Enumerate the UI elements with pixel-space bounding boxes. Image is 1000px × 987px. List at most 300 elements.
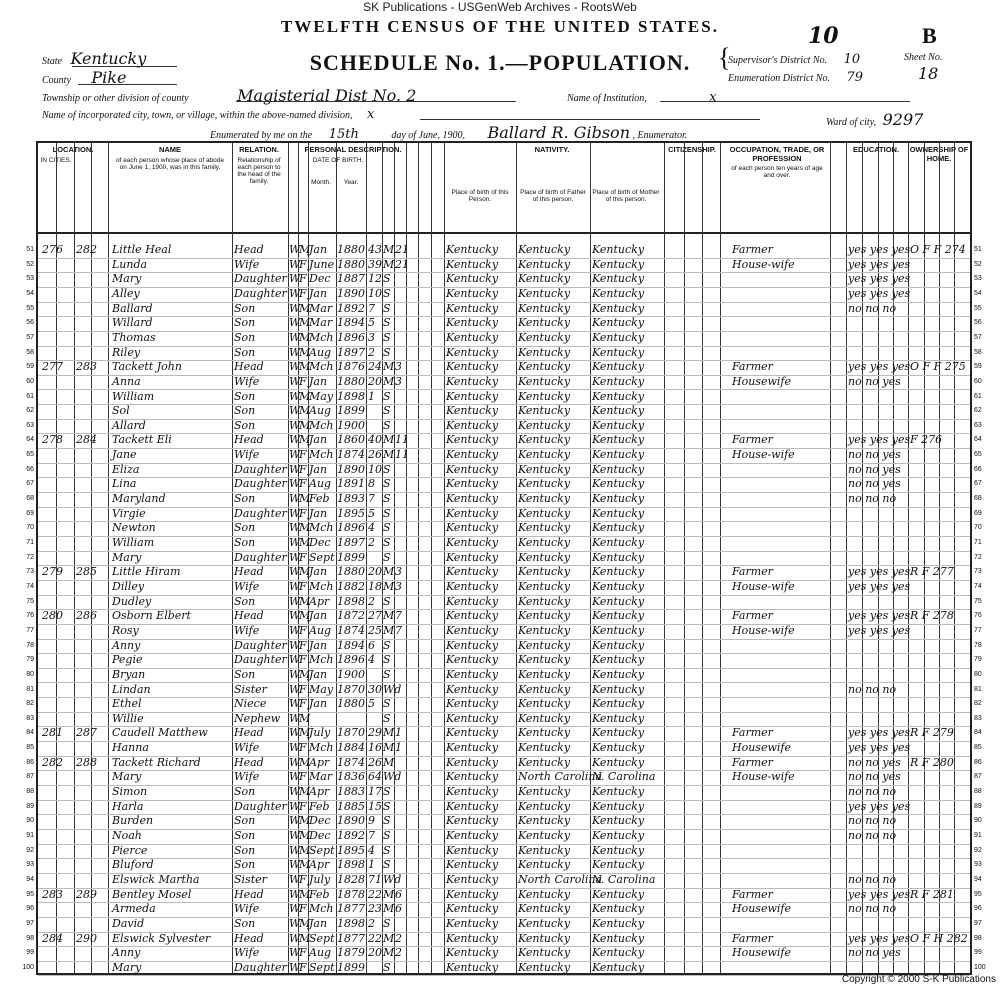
- mother-birthplace: Kentucky: [592, 550, 645, 564]
- relation: Wife: [234, 770, 260, 784]
- age: 4: [368, 521, 375, 535]
- relation-header: RELATION.: [239, 145, 279, 154]
- occupation: Farmer: [732, 931, 773, 945]
- occupation: House-wife: [732, 770, 795, 784]
- ownership: R F 280: [910, 755, 954, 769]
- age: 26: [368, 448, 382, 462]
- table-row: [26, 301, 982, 318]
- birth-month: Jan: [309, 374, 328, 388]
- education: no no no: [848, 829, 897, 842]
- sex: M: [299, 521, 311, 535]
- person-name: Lina: [112, 477, 137, 491]
- age: 18: [368, 579, 382, 593]
- relation: Daughter: [234, 550, 287, 564]
- person-name: Maryland: [112, 492, 166, 506]
- marital-status: S: [383, 916, 391, 930]
- person-name: Bentley Mosel: [112, 887, 192, 901]
- mother-birthplace: Kentucky: [592, 579, 645, 593]
- color: W: [289, 887, 301, 901]
- ownership: O F H 282: [910, 931, 968, 945]
- color: W: [289, 960, 301, 974]
- sex: M: [299, 243, 311, 256]
- father-birthplace: Kentucky: [518, 521, 571, 535]
- relation: Wife: [234, 579, 260, 593]
- education: no no no: [848, 902, 897, 916]
- color: W: [289, 418, 301, 432]
- years-married: 11: [395, 448, 409, 462]
- person-name: Ballard: [112, 301, 153, 315]
- birth-month: Feb: [309, 492, 330, 506]
- father-birthplace: Kentucky: [518, 887, 571, 901]
- occupation-header: OCCUPATION, TRADE, OR PROFESSION: [729, 145, 825, 163]
- father-birthplace: Kentucky: [518, 433, 571, 447]
- sex: M: [299, 345, 311, 359]
- age: 3: [368, 330, 375, 344]
- marital-status: M: [383, 374, 395, 388]
- line-number-right: 89: [974, 802, 982, 810]
- mother-birthplace: Kentucky: [592, 272, 645, 286]
- birthplace: Kentucky: [446, 858, 499, 872]
- birth-month: Jan: [309, 286, 328, 300]
- dwelling-number: 276: [42, 243, 63, 256]
- table-row: [26, 462, 982, 479]
- marital-status: S: [383, 301, 391, 315]
- line-number: 92: [26, 846, 34, 854]
- line-number-right: 71: [974, 539, 982, 546]
- person-name: Pegie: [112, 653, 143, 667]
- line-number-right: 72: [974, 553, 982, 561]
- relation: Wife: [234, 946, 260, 960]
- birth-month: Jan: [309, 462, 328, 476]
- age: 25: [368, 623, 382, 637]
- table-row: [26, 389, 982, 406]
- father-birthplace: Kentucky: [518, 492, 571, 506]
- mother-birthplace: Kentucky: [592, 931, 645, 945]
- mother-birthplace: Kentucky: [592, 902, 645, 916]
- line-number: 71: [26, 539, 34, 546]
- years-married: 6: [395, 902, 402, 916]
- birth-month: Apr: [309, 785, 330, 799]
- line-number: 97: [26, 919, 34, 927]
- father-birthplace: Kentucky: [518, 448, 571, 462]
- birthplace: Kentucky: [446, 799, 499, 813]
- birth-year: 1876: [337, 360, 365, 374]
- birth-year: 1900: [337, 418, 365, 432]
- color: W: [289, 916, 301, 930]
- color: W: [289, 433, 301, 447]
- person-name: Lindan: [112, 682, 151, 696]
- line-number: 57: [26, 333, 34, 341]
- sex: F: [299, 960, 307, 974]
- father-birthplace: Kentucky: [518, 374, 571, 388]
- father-birthplace: Kentucky: [518, 565, 571, 579]
- age: 22: [368, 931, 382, 945]
- occupation: Housewife: [732, 374, 791, 388]
- age: 15: [368, 799, 382, 813]
- color: W: [289, 843, 301, 857]
- marital-status: M: [383, 579, 395, 593]
- person-name: Anny: [112, 638, 141, 652]
- ownership: R F 279: [910, 726, 954, 740]
- marital-status: S: [383, 330, 391, 344]
- color: W: [289, 550, 301, 564]
- father-birthplace: Kentucky: [518, 697, 571, 711]
- mother-birthplace: Kentucky: [592, 653, 645, 667]
- birth-month: Mch: [309, 330, 334, 344]
- relation: Son: [234, 814, 256, 828]
- line-number: 95: [26, 890, 34, 898]
- person-name: Tackett Richard: [112, 755, 201, 769]
- birthplace: Kentucky: [446, 345, 499, 359]
- state-label: State: [42, 56, 62, 67]
- table-row: [26, 492, 982, 508]
- city-value: x: [367, 107, 375, 122]
- color: W: [289, 770, 301, 784]
- sex: F: [299, 579, 307, 593]
- marital-status: S: [383, 404, 391, 418]
- line-number-right: 97: [974, 919, 982, 927]
- birthplace: Kentucky: [446, 550, 499, 564]
- line-number: 51: [26, 246, 34, 253]
- line-number-right: 80: [974, 670, 982, 678]
- marital-status: M: [383, 902, 395, 916]
- line-number-right: 75: [974, 597, 982, 605]
- age: 30: [368, 682, 382, 696]
- table-row: [26, 726, 982, 742]
- institution-field: [567, 90, 717, 105]
- line-number: 75: [26, 597, 34, 605]
- birth-year: 1878: [337, 887, 365, 901]
- education: no no no: [848, 872, 897, 886]
- sex: M: [299, 843, 311, 857]
- table-row: [26, 609, 982, 625]
- line-number-right: 56: [974, 319, 982, 327]
- marital-status: S: [383, 389, 391, 403]
- age: 10: [368, 286, 382, 300]
- birth-month: Jan: [309, 638, 328, 652]
- person-name: Sol: [112, 404, 130, 418]
- color: W: [289, 374, 301, 388]
- person-name: Pierce: [112, 843, 148, 857]
- watermark: SK Publications - USGenWeb Archives - RootsWeb: [363, 0, 637, 14]
- person-name: Mary: [112, 550, 142, 564]
- person-name: Tackett Eli: [112, 433, 172, 447]
- birthplace: Kentucky: [446, 565, 499, 579]
- marital-status: M: [383, 565, 395, 579]
- line-number: 82: [26, 700, 34, 708]
- mother-birthplace: Kentucky: [592, 389, 645, 403]
- education: yes yes yes: [848, 741, 911, 755]
- table-row: [26, 579, 982, 596]
- father-birthplace: Kentucky: [518, 316, 571, 330]
- dwelling-number: 280: [42, 609, 63, 623]
- mother-birthplace: Kentucky: [592, 829, 645, 842]
- birth-month: Mch: [309, 448, 334, 462]
- person-name: Elswick Sylvester: [112, 931, 211, 945]
- enum-mid: day of June, 1900,: [391, 130, 465, 141]
- mother-birthplace: Kentucky: [592, 536, 645, 549]
- state-rule: [72, 66, 177, 67]
- birth-year: 1880: [337, 697, 365, 711]
- birth-year: 1880: [337, 257, 365, 271]
- birth-year: 1891: [337, 477, 365, 491]
- relation: Nephew: [234, 711, 281, 725]
- sex: M: [299, 916, 311, 930]
- color: W: [289, 609, 301, 623]
- name-header: NAME: [158, 145, 182, 154]
- color: W: [289, 829, 301, 842]
- education: no no yes: [848, 448, 901, 462]
- line-number: 94: [26, 875, 34, 883]
- years-married: 1: [395, 726, 402, 740]
- supervisor-district-number: 10: [808, 23, 839, 49]
- line-number: 59: [26, 363, 34, 371]
- birthplace: Kentucky: [446, 770, 499, 784]
- dwelling-number: 277: [42, 360, 63, 374]
- enum-district-field: [728, 70, 863, 85]
- city-label: Name of incorporated city, town, or village, within the above-named division,: [42, 110, 353, 121]
- age: 7: [368, 829, 375, 842]
- sex: F: [299, 477, 307, 491]
- birth-year: 1872: [337, 609, 365, 623]
- personal-description-header: PERSONAL DESCRIPTION.: [304, 145, 402, 154]
- relation: Head: [234, 726, 264, 740]
- mother-birthplace: Kentucky: [592, 257, 645, 271]
- father-birthplace: Kentucky: [518, 916, 571, 930]
- birth-year: 1880: [337, 374, 365, 388]
- birth-year: 1860: [337, 433, 365, 447]
- mother-birthplace: Kentucky: [592, 799, 645, 813]
- line-number: 83: [26, 714, 34, 722]
- color: W: [289, 755, 301, 769]
- birth-month: Jan: [309, 433, 328, 447]
- birth-month: Jan: [309, 609, 328, 623]
- occupation: Farmer: [732, 243, 773, 256]
- mother-birthplace: Kentucky: [592, 330, 645, 344]
- line-number-right: 51: [974, 246, 982, 253]
- education: no no no: [848, 682, 897, 696]
- person-name: Jane: [112, 448, 137, 462]
- line-number-right: 62: [974, 407, 982, 415]
- birth-year: 1890: [337, 814, 365, 828]
- birth-year: 1874: [337, 623, 365, 637]
- table-row: [26, 755, 982, 772]
- education: yes yes yes: [848, 272, 911, 286]
- line-number: 74: [26, 582, 34, 590]
- birthplace: Kentucky: [446, 902, 499, 916]
- father-birthplace: Kentucky: [518, 257, 571, 271]
- line-number-right: 73: [974, 568, 982, 576]
- birth-month: Dec: [309, 536, 331, 549]
- education: yes yes yes: [848, 243, 911, 256]
- birth-year: 1896: [337, 330, 365, 344]
- father-birthplace: Kentucky: [518, 829, 571, 842]
- ownership-header: OWNERSHIP OF HOME.: [909, 145, 969, 163]
- person-name: Mary: [112, 960, 142, 974]
- birthplace: Kentucky: [446, 536, 499, 549]
- birthplace: Kentucky: [446, 330, 499, 344]
- birth-month: Jan: [309, 506, 328, 520]
- sex: M: [299, 404, 311, 418]
- birthplace: Kentucky: [446, 623, 499, 637]
- birth-month: Dec: [309, 829, 331, 842]
- table-row: [26, 477, 982, 493]
- sex: M: [299, 301, 311, 315]
- birthplace: Kentucky: [446, 462, 499, 476]
- relation: Son: [234, 492, 256, 506]
- ward-field: [826, 110, 923, 129]
- sex: F: [299, 374, 307, 388]
- institution-value: x: [709, 90, 717, 105]
- father-birthplace: Kentucky: [518, 609, 571, 623]
- line-number: 77: [26, 626, 34, 634]
- marital-status: M: [383, 887, 395, 901]
- birth-year: 1897: [337, 536, 365, 549]
- person-name: Eliza: [112, 462, 140, 476]
- father-birthplace: Kentucky: [518, 506, 571, 520]
- table-row: [26, 682, 982, 699]
- line-number: 78: [26, 641, 34, 649]
- father-birthplace: Kentucky: [518, 243, 571, 256]
- table-row: [26, 770, 982, 786]
- education: no no yes: [848, 462, 901, 476]
- birthplace: Kentucky: [446, 697, 499, 711]
- father-birthplace: Kentucky: [518, 550, 571, 564]
- line-number-right: 92: [974, 846, 982, 854]
- sex: M: [299, 565, 311, 579]
- person-name: Hanna: [112, 741, 149, 755]
- color: W: [289, 243, 301, 256]
- table-row: [26, 286, 982, 303]
- years-married: 2: [395, 946, 402, 960]
- line-number-right: 94: [974, 875, 982, 883]
- color: W: [289, 858, 301, 872]
- mother-birthplace: Kentucky: [592, 682, 645, 696]
- occupation: Farmer: [732, 887, 773, 901]
- line-number-right: 90: [974, 817, 982, 825]
- color: W: [289, 579, 301, 593]
- relation: Son: [234, 829, 256, 842]
- birthplace: Kentucky: [446, 843, 499, 857]
- line-number: 98: [26, 934, 34, 942]
- education: no no yes: [848, 374, 901, 388]
- relation-subheader: Relationship of each person to the head of the family.: [237, 157, 281, 185]
- birth-month: Apr: [309, 858, 330, 872]
- age: 4: [368, 843, 375, 857]
- mother-birthplace: Kentucky: [592, 814, 645, 828]
- relation: Wife: [234, 374, 260, 388]
- sex: M: [299, 316, 311, 330]
- line-number-right: 64: [974, 436, 982, 444]
- line-number: 72: [26, 553, 34, 561]
- marital-status: S: [383, 785, 391, 799]
- line-number: 73: [26, 568, 34, 576]
- color: W: [289, 389, 301, 403]
- month-header: Month.: [311, 179, 331, 186]
- table-row: [26, 550, 982, 567]
- sex: F: [299, 902, 307, 916]
- marital-status: Wd: [383, 770, 402, 784]
- family-number: 282: [76, 243, 97, 256]
- sex: M: [299, 858, 311, 872]
- line-number: 93: [26, 861, 34, 869]
- birth-year: 1880: [337, 565, 365, 579]
- birth-year: 1897: [337, 345, 365, 359]
- years-married: 3: [395, 374, 402, 388]
- relation: Head: [234, 243, 264, 256]
- father-birthplace: Kentucky: [518, 726, 571, 740]
- father-birthplace: Kentucky: [518, 477, 571, 491]
- father-birthplace: Kentucky: [518, 536, 571, 549]
- line-number-right: 66: [974, 465, 982, 473]
- birth-month: Jan: [309, 565, 328, 579]
- township-field: [42, 86, 416, 105]
- mother-birthplace: Kentucky: [592, 374, 645, 388]
- dwelling-number: 284: [42, 931, 63, 945]
- mother-birthplace: Kentucky: [592, 638, 645, 652]
- mother-birthplace: Kentucky: [592, 316, 645, 330]
- table-row: [26, 711, 982, 728]
- birth-year: 1877: [337, 931, 365, 945]
- mother-birthplace: Kentucky: [592, 946, 645, 960]
- education: no no yes: [848, 755, 901, 769]
- ward-value: 9297: [882, 110, 924, 129]
- birth-month: Sept: [309, 550, 335, 564]
- line-number-right: 88: [974, 788, 982, 796]
- mother-birthplace: Kentucky: [592, 843, 645, 857]
- father-birthplace: North Carolina: [518, 770, 603, 784]
- age: 23: [368, 902, 382, 916]
- sex: F: [299, 550, 307, 564]
- birth-year: 1887: [337, 272, 365, 286]
- enum-prefix: Enumerated by me on the: [210, 130, 313, 141]
- enum-suffix: , Enumerator.: [632, 130, 688, 141]
- relation: Son: [234, 330, 256, 344]
- years-married: 6: [395, 887, 402, 901]
- father-birthplace: Kentucky: [518, 345, 571, 359]
- relation: Head: [234, 360, 264, 374]
- table-row: [26, 638, 982, 655]
- birth-month: Apr: [309, 755, 330, 769]
- marital-status: M: [383, 609, 395, 623]
- sex: F: [299, 682, 307, 696]
- table-row: [26, 916, 982, 933]
- age: 7: [368, 301, 375, 315]
- ward-label: Ward of city,: [826, 117, 877, 128]
- birthplace: Kentucky: [446, 521, 499, 535]
- occupation: Farmer: [732, 433, 773, 447]
- line-number-right: 74: [974, 582, 982, 590]
- marital-status: S: [383, 594, 391, 608]
- person-name: Thomas: [112, 330, 156, 344]
- mother-birthplace: Kentucky: [592, 404, 645, 418]
- relation: Wife: [234, 741, 260, 755]
- table-row: [26, 829, 982, 845]
- birth-month: May: [309, 682, 334, 696]
- marital-status: S: [383, 536, 391, 549]
- mother-birthplace: Kentucky: [592, 667, 645, 681]
- sex: M: [299, 711, 311, 725]
- ownership: F 276: [910, 433, 943, 447]
- father-birthplace: Kentucky: [518, 931, 571, 945]
- birth-month: Jan: [309, 243, 328, 256]
- relation: Son: [234, 521, 256, 535]
- marital-status: S: [383, 858, 391, 872]
- age: 24: [368, 360, 382, 374]
- birth-year: 1885: [337, 799, 365, 813]
- line-number: 62: [26, 407, 34, 415]
- birth-year: 1880: [337, 243, 365, 256]
